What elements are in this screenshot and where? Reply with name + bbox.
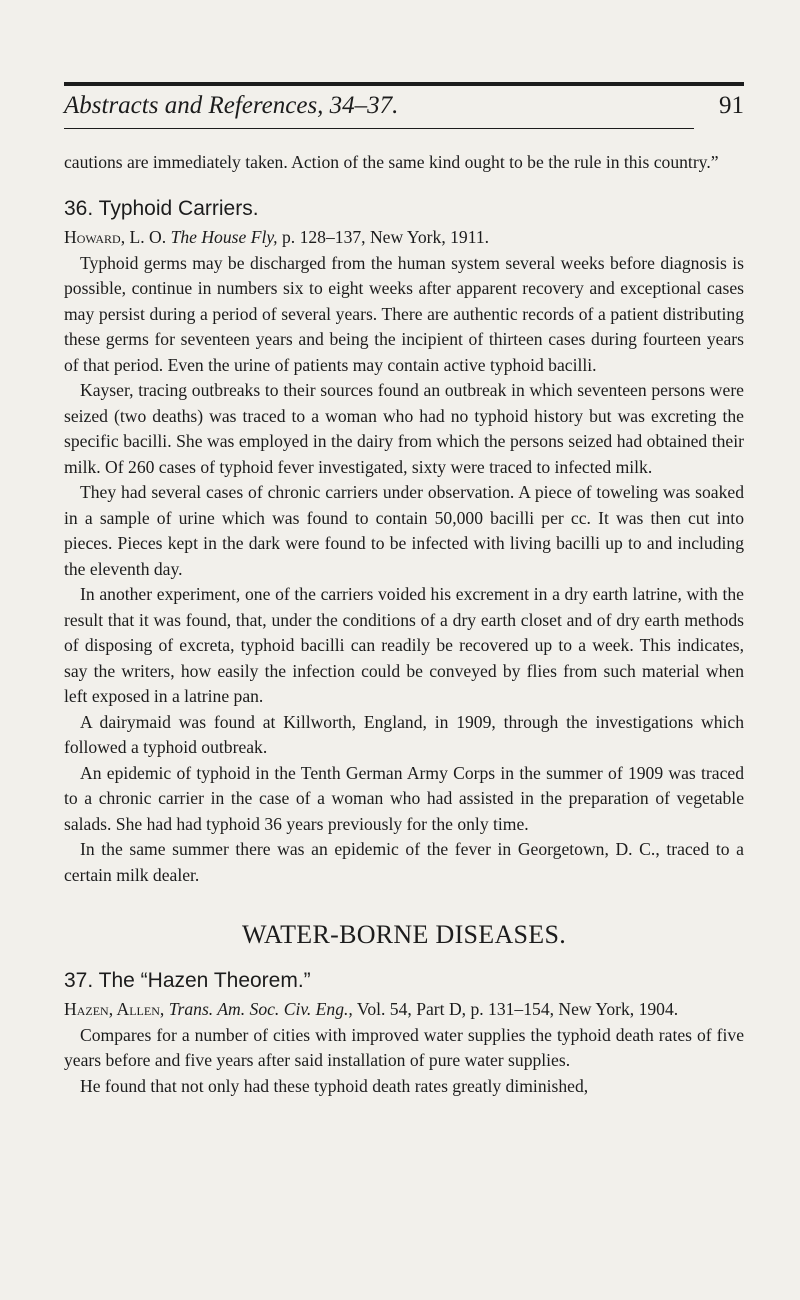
top-rule xyxy=(64,82,744,86)
section-37-heading: 37. The “Hazen Theorem.” xyxy=(64,968,311,992)
citation-details: p. 128–137, New York, 1911. xyxy=(281,227,490,247)
major-heading: WATER-BORNE DISEASES. xyxy=(241,920,567,949)
section-37-paragraph: Compares for a number of cities with improved water supplies the typhoid death rates of five years before and five years after said installation of pure water supplies. xyxy=(64,1024,744,1070)
citation-work: Trans. Am. Soc. Civ. Eng., xyxy=(168,999,353,1019)
section-36-paragraph: An epidemic of typhoid in the Tenth German Army Corps in the summer of 1909 was traced to a chronic carrier in the case of a woman who had assisted in the preparation of vegetable salads. She had had typhoid 36 years previously for the only time. xyxy=(64,762,744,834)
section-36-paragraph: In another experiment, one of the carriers voided his excrement in a dry earth latrine, with the result that it was found, that, under the conditions of a dry earth closet and of dry earth methods of disposing of excreta, typhoid bacilli can readily be recovered up to a week. This indicates, say the writers, how easily the infection could be conveyed by flies from such material when left exposed in a latrine pan. xyxy=(64,584,744,706)
citation-work: The House Fly, xyxy=(170,227,278,247)
citation-author: Hazen, Allen, xyxy=(64,999,165,1019)
continued-paragraph: cautions are immediately taken. Action of the same kind ought to be the rule in this country.” xyxy=(64,152,719,172)
section-36-paragraph: In the same summer there was an epidemic of the fever in Georgetown, D. C., traced to a certain milk dealer. xyxy=(64,839,744,885)
running-header xyxy=(64,92,744,120)
section-36-paragraph: Typhoid germs may be discharged from the human system several weeks before diagnosis is possible, continue in numbers six to eight weeks after apparent recovery and exceptional cases may persist during a period of several years. There are authentic records of a patient distributing these germs for seventeen years and being the incipient of thirteen cases during fourteen years of that period. Even the urine of patients may contain active typhoid bacilli. xyxy=(64,252,744,375)
page-number: 91 xyxy=(719,92,744,119)
section-36-citation xyxy=(64,225,744,251)
running-title: Abstracts and References, 34–37. xyxy=(64,92,399,119)
section-36-paragraph: A dairymaid was found at Killworth, England, in 1909, through the investigations which followed a typhoid outbreak. xyxy=(64,711,744,757)
citation-author: Howard, L. O. xyxy=(64,227,167,247)
section-37-citation xyxy=(64,997,744,1023)
section-36-heading: 36. Typhoid Carriers. xyxy=(64,196,259,220)
section-36-paragraph: Kayser, tracing outbreaks to their sources found an outbreak in which seventeen persons were seized (two deaths) was traced to a woman who had no typhoid history but was excreting the specific bacilli. She was employed in the dairy from which the persons seized had obtained their milk. Of 260 cases of typhoid fever investigated, sixty were traced to infected milk. xyxy=(64,380,744,477)
section-36-paragraph: They had several cases of chronic carriers under observation. A piece of toweling was soaked in a sample of urine which was found to contain 50,000 bacilli per cc. It was then cut into pieces. Pieces kept in the dark were found to be infected with living bacilli up to and including the eleventh day. xyxy=(64,482,744,579)
citation-details: Vol. 54, Part D, p. 131–154, New York, 1904. xyxy=(356,999,679,1019)
page-body xyxy=(64,150,744,1099)
section-37-paragraph: He found that not only had these typhoid death rates greatly diminished, xyxy=(80,1075,589,1096)
header-rule xyxy=(64,128,694,129)
